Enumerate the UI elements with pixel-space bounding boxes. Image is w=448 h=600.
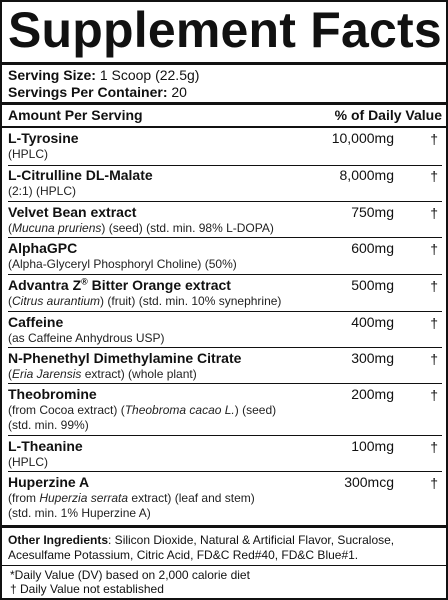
dagger-mark: † (430, 387, 438, 403)
ingredient-desc: (as Caffeine Anhydrous USP) (8, 331, 165, 345)
name-main: Advantra Z (8, 277, 82, 293)
latin-name: Eria Jarensis (12, 367, 82, 381)
ingredient-row-velvet-bean (8, 204, 442, 236)
servings-per-container-value: 20 (171, 84, 187, 100)
ingredient-row-huperzine (8, 474, 442, 521)
ingredient-desc-line2: (std. min. 1% Huperzine A) (8, 506, 151, 520)
ingredient-name: AlphaGPC (8, 240, 78, 256)
ingredient-name: Theobromine (8, 386, 97, 402)
ingredient-amount: 300mcg (344, 474, 394, 490)
row-divider (8, 201, 442, 202)
ingredient-desc: (Eria Jarensis extract) (whole plant) (8, 367, 197, 381)
ingredient-desc: (Mucuna pruriens) (seed) (std. min. 98% L-DOPA) (8, 221, 274, 235)
dagger-mark: † (430, 241, 438, 257)
serving-size (8, 67, 199, 84)
registered-mark: ® (81, 276, 88, 287)
row-divider (8, 237, 442, 238)
ingredient-amount: 600mg (351, 240, 394, 256)
dagger-mark: † (430, 475, 438, 491)
ingredient-amount: 10,000mg (331, 130, 394, 146)
servings-per-container-label: Servings Per Container: (8, 84, 168, 100)
ingredient-row-citrulline (8, 167, 442, 199)
ingredient-amount: 200mg (351, 386, 394, 402)
desc-rest: extract) (leaf and stem) (128, 491, 255, 505)
ingredient-desc-line2: (std. min. 99%) (8, 418, 89, 432)
ingredient-amount: 500mg (351, 277, 394, 293)
serving-size-label: Serving Size: (8, 67, 96, 83)
latin-name: Mucuna pruriens (12, 221, 102, 235)
desc-rest: ) (seed) (std. min. 98% L-DOPA) (101, 221, 274, 235)
divider-header (2, 126, 446, 128)
ingredient-name: Huperzine A (8, 474, 90, 490)
dagger-footnote: † Daily Value not established (10, 582, 164, 596)
desc-rest: ) (seed) (234, 403, 277, 417)
ingredient-desc: (HPLC) (8, 147, 49, 161)
other-ingredients-label: Other Ingredients (8, 533, 109, 547)
ingredient-desc: (HPLC) (8, 455, 49, 469)
row-divider (8, 471, 442, 472)
ingredient-name: Caffeine (8, 314, 64, 330)
desc-pre: (from (8, 491, 40, 505)
ingredient-row-phenethyl (8, 350, 442, 382)
latin-name: Huperzia serrata (39, 491, 129, 505)
latin-name: Theobroma cacao L. (124, 403, 235, 417)
ingredient-amount: 750mg (351, 204, 394, 220)
ingredient-desc (8, 403, 442, 418)
ingredient-amount: 400mg (351, 314, 394, 330)
ingredient-amount: 100mg (351, 438, 394, 454)
name-rest: Bitter Orange extract (87, 277, 231, 293)
row-divider (8, 311, 442, 312)
ingredient-amount: 8,000mg (339, 167, 394, 183)
dagger-mark: † (430, 278, 438, 294)
divider-thick (2, 62, 446, 65)
ingredient-desc (8, 491, 442, 506)
footnote-divider (2, 565, 446, 566)
ingredient-row-theobromine (8, 386, 442, 433)
panel-title: Supplement Facts (8, 2, 442, 58)
desc-rest: ) (fruit) (std. min. 10% synephrine) (100, 294, 282, 308)
ingredient-row-advantra-z (8, 277, 442, 309)
ingredient-desc: (Alpha-Glyceryl Phosphoryl Choline) (50%) (8, 257, 237, 271)
divider-thick (2, 525, 446, 528)
amount-per-serving-header: Amount Per Serving (8, 107, 143, 123)
desc-rest: extract) (whole plant) (81, 367, 197, 381)
divider-thick (2, 102, 446, 105)
serving-size-value: 1 Scoop (22.5g) (99, 67, 200, 83)
ingredient-desc: (Citrus aurantium) (fruit) (std. min. 10% synephrine) (8, 294, 282, 308)
dagger-mark: † (430, 205, 438, 221)
other-ingredients-text: : Silicon Dioxide, Natural & Artificial Flavor, Sucralose, Acesulfame Potassium, Citric Acid, FD&C Red#40, FD&C Blue#1. (8, 533, 395, 562)
ingredient-row-tyrosine (8, 130, 442, 162)
ingredient-amount: 300mg (351, 350, 394, 366)
ingredient-row-theanine (8, 438, 442, 470)
ingredient-name: L-Theanine (8, 438, 83, 454)
row-divider (8, 347, 442, 348)
row-divider (8, 165, 442, 166)
daily-value-header: % of Daily Value (334, 107, 442, 123)
servings-per-container (8, 84, 187, 101)
ingredient-name: Velvet Bean extract (8, 204, 137, 220)
ingredient-row-caffeine (8, 314, 442, 346)
ingredient-desc: (2:1) (HPLC) (8, 184, 77, 198)
ingredient-name: N-Phenethyl Dimethylamine Citrate (8, 350, 242, 366)
ingredient-name: L-Citrulline DL-Malate (8, 167, 153, 183)
dagger-mark: † (430, 131, 438, 147)
row-divider (8, 274, 442, 275)
desc-pre: (from Cocoa extract) ( (8, 403, 125, 417)
daily-value-footnote: *Daily Value (DV) based on 2,000 calorie diet (10, 568, 250, 582)
row-divider (8, 383, 442, 384)
ingredient-name: L-Tyrosine (8, 130, 79, 146)
row-divider (8, 435, 442, 436)
dagger-mark: † (430, 439, 438, 455)
ingredient-row-alphagpc (8, 240, 442, 272)
dagger-mark: † (430, 315, 438, 331)
dagger-mark: † (430, 351, 438, 367)
latin-name: Citrus aurantium (12, 294, 101, 308)
dagger-mark: † (430, 168, 438, 184)
other-ingredients (8, 533, 442, 563)
